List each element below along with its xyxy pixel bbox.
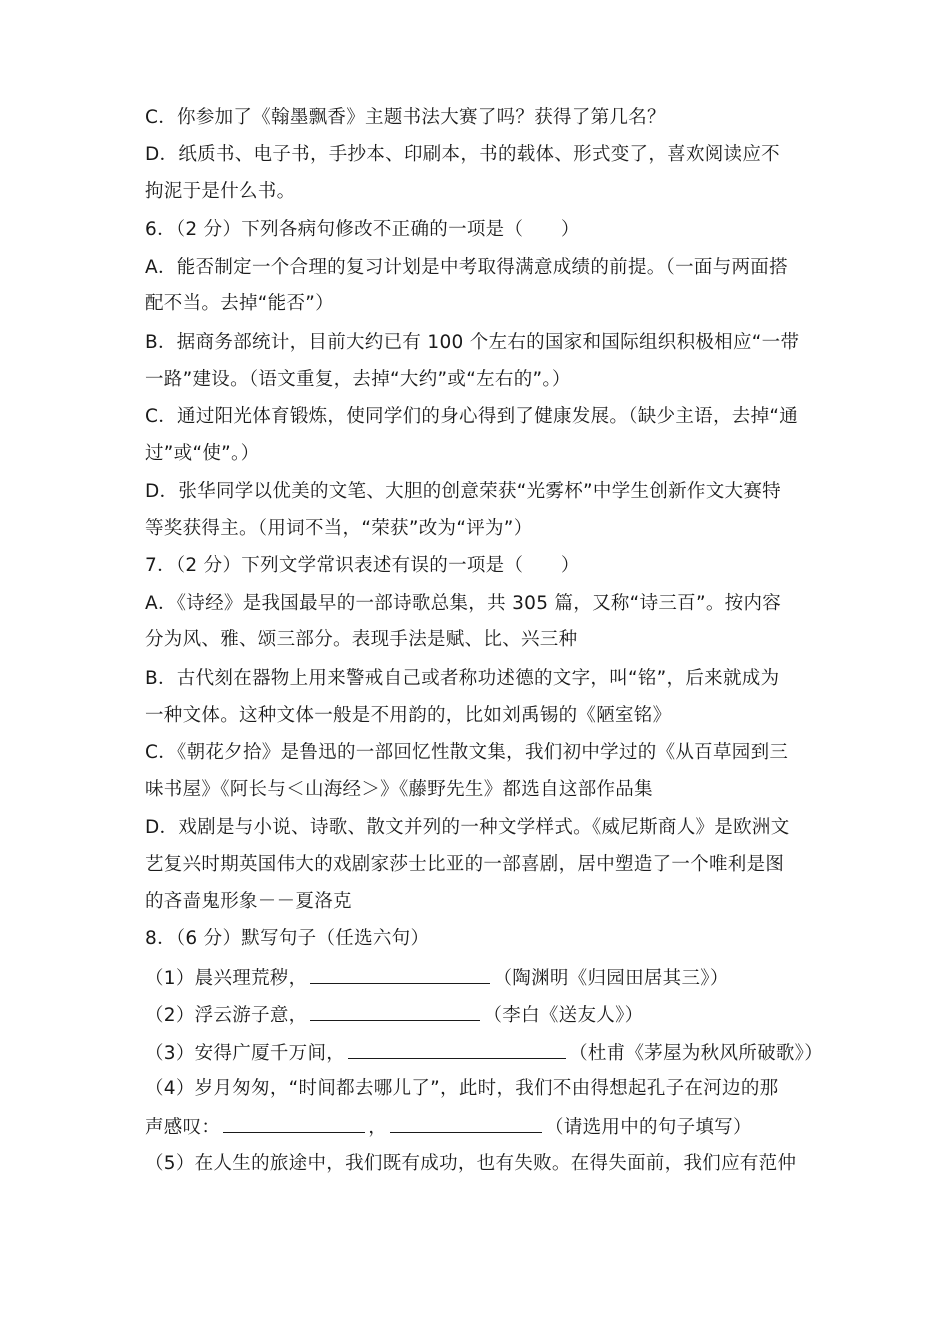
fill-1-prompt: （1）晨兴理荒秽， (145, 968, 308, 989)
fill-4-blank-b[interactable] (390, 1114, 542, 1133)
q6-option-d-line1: D．张华同学以优美的文笔、大胆的创意荣获“光雾杯”中学生创新作文大赛特 (145, 481, 781, 502)
q7-option-d-line3: 的吝啬鬼形象－－夏洛克 (145, 891, 352, 912)
fill-4-prompt: 声感叹： (145, 1117, 221, 1138)
q6-option-a-line1: A．能否制定一个合理的复习计划是中考取得满意成绩的前提。（一面与两面搭 (145, 257, 788, 278)
q6-option-c-line2: 过”或“使”。） (145, 443, 260, 464)
fill-item-4-line1: （4）岁月匆匆，“时间都去哪儿了”，此时，我们不由得想起孔子在河边的那 (145, 1078, 779, 1099)
fill-item-5-line1: （5）在人生的旅途中，我们既有成功，也有失败。在得失面前，我们应有范仲 (145, 1153, 797, 1174)
q7-option-b-line1: B．古代刻在器物上用来警戒自己或者称功述德的文字，叫“铭”，后来就成为 (145, 668, 780, 689)
q7-option-d-line1: D．戏剧是与小说、诗歌、散文并列的一种文学样式。《威尼斯商人》是欧洲文 (145, 817, 790, 838)
fill-2-blank[interactable] (310, 1002, 480, 1021)
q6-option-a-line2: 配不当。去掉“能否”） (145, 293, 334, 314)
q7-option-a-line1: A．《诗经》是我国最早的一部诗歌总集，共 305 篇，又称“诗三百”。按内容 (145, 593, 782, 614)
fill-4-hint: （请选用中的句子填写） (545, 1117, 752, 1138)
fill-item-3 (145, 1040, 825, 1066)
question-7: 7．（2 分）下列文学常识表述有误的一项是（ ） (145, 555, 580, 576)
question-8: 8．（6 分）默写句子（任选六句） (145, 928, 430, 949)
q6-option-b-line2: 一路”建设。（语文重复，去掉“大约”或“左右的”。） (145, 369, 571, 390)
q6-option-d-line2: 等奖获得主。（用词不当，“荣获”改为“评为”） (145, 518, 533, 539)
fill-3-blank[interactable] (348, 1040, 566, 1059)
fill-1-blank[interactable] (310, 965, 490, 984)
fill-4-blank-a[interactable] (223, 1114, 365, 1133)
fill-3-prompt: （3）安得广厦千万间， (145, 1043, 346, 1064)
question-6: 6．（2 分）下列各病句修改不正确的一项是（ ） (145, 219, 580, 240)
fill-item-1 (145, 965, 825, 991)
option-c-q5: C．你参加了《翰墨飘香》主题书法大赛了吗？获得了第几名？ (145, 107, 666, 128)
fill-4-comma: ， (368, 1117, 388, 1138)
q6-option-c-line1: C．通过阳光体育锻炼，使同学们的身心得到了健康发展。（缺少主语，去掉“通 (145, 406, 799, 427)
fill-2-source: （李白《送友人》） (483, 1005, 644, 1026)
fill-3-source: （杜甫《茅屋为秋风所破歌》） (569, 1043, 824, 1064)
option-d-q5-line2: 拘泥于是什么书。 (145, 181, 296, 202)
fill-item-4-line2 (145, 1114, 825, 1140)
fill-2-prompt: （2）浮云游子意， (145, 1005, 308, 1026)
fill-1-source: （陶渊明《归园田居其三》） (493, 968, 729, 989)
q7-option-c-line1: C．《朝花夕拾》是鲁迅的一部回忆性散文集，我们初中学过的《从百草园到三 (145, 742, 789, 763)
q6-option-b-line1: B．据商务部统计，目前大约已有 100 个左右的国家和国际组织积极相应“一带 (145, 332, 800, 353)
fill-item-2 (145, 1002, 825, 1028)
option-d-q5-line1: D．纸质书、电子书，手抄本、印刷本，书的载体、形式变了，喜欢阅读应不 (145, 144, 780, 165)
q7-option-c-line2: 味书屋》《阿长与＜山海经＞》《藤野先生》都选自这部作品集 (145, 779, 653, 800)
q7-option-b-line2: 一种文体。这种文体一般是不用韵的，比如刘禹锡的《陋室铭》 (145, 705, 672, 726)
q7-option-d-line2: 艺复兴时期英国伟大的戏剧家莎士比亚的一部喜剧，居中塑造了一个唯利是图 (145, 854, 785, 875)
q7-option-a-line2: 分为风、雅、颂三部分。表现手法是赋、比、兴三种 (145, 629, 578, 650)
